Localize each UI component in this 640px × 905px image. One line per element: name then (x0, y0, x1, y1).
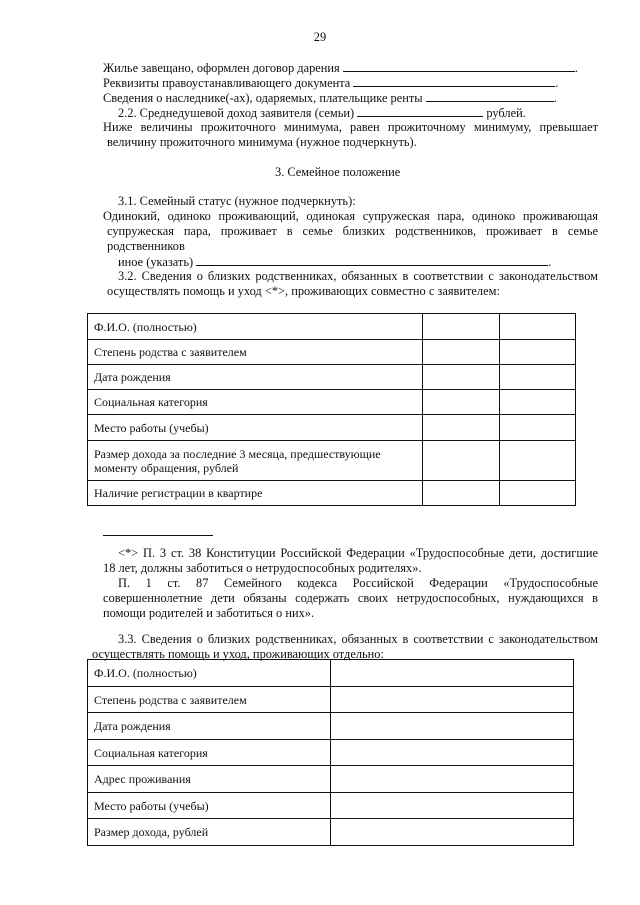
table-cell[interactable] (500, 314, 576, 340)
heirs-line: Сведения о наследнике(-ах), одаряемых, плательщике ренты . (103, 91, 557, 105)
row-label: Размер дохода за последние 3 месяца, предшествующие моменту обращения, рублей (88, 441, 423, 481)
table-cell[interactable] (423, 340, 500, 365)
income-label: 2.2. Среднедушевой доход заявителя (семьи) (118, 106, 355, 120)
table-row (88, 415, 576, 441)
will-label: Жилье завещано, оформлен договор дарения (103, 61, 340, 75)
footnote-divider (103, 535, 213, 536)
row-label: Социальная категория (88, 740, 331, 766)
row-label: Размер дохода, рублей (88, 819, 331, 846)
status-line1: Одинокий, одиноко проживающий, одинокая супружеская пара, одиноко проживающая (103, 209, 598, 223)
row-label: Адрес проживания (88, 766, 331, 793)
table-cell[interactable] (423, 441, 500, 481)
table-row (88, 660, 574, 687)
status-line3: родственников (107, 239, 185, 253)
table-cell[interactable] (330, 660, 573, 687)
table-cell[interactable] (330, 793, 573, 819)
income-level-line2: величину прожиточного минимума (нужное подчеркнуть). (107, 135, 417, 149)
will-line: Жилье завещано, оформлен договор дарения . (103, 61, 578, 75)
title-doc-line: Реквизиты правоустанавливающего документа . (103, 76, 559, 90)
other-status-line: иное (указать) . (118, 255, 552, 269)
footnote-line5: помощи родителей и заботиться о них». (103, 606, 315, 620)
row-label: Дата рождения (88, 365, 423, 390)
title-doc-label: Реквизиты правоустанавливающего документа (103, 76, 351, 90)
income-line (118, 105, 526, 121)
row-label: Наличие регистрации в квартире (88, 481, 423, 506)
row-label: Степень родства с заявителем (88, 340, 423, 365)
footnote-line3: П. 1 ст. 87 Семейного кодекса Российской Федерации «Трудоспособные (118, 576, 598, 590)
section3-title: 3. Семейное положение (275, 165, 401, 179)
status-line2: супружеская пара, проживает в семье близких родственников, проживает в семье (107, 224, 598, 238)
will-field[interactable] (343, 60, 575, 72)
table-cell[interactable] (330, 713, 573, 740)
row-label: Ф.И.О. (полностью) (88, 660, 331, 687)
table-cell[interactable] (500, 390, 576, 415)
table-cell[interactable] (330, 687, 573, 713)
table-row (88, 390, 576, 415)
table-cell[interactable] (423, 390, 500, 415)
p33-line1: 3.3. Сведения о близких родственниках, обязанных в соответствии с законодательством (118, 632, 598, 646)
p33-line2: осуществлять помощь и уход, проживающих отдельно: (92, 647, 384, 661)
other-status-field[interactable] (196, 254, 548, 266)
income-unit: рублей. (486, 106, 526, 120)
separate-relatives-table (87, 659, 574, 846)
table-cell[interactable] (330, 819, 573, 846)
table-cell[interactable] (423, 365, 500, 390)
income-field[interactable] (357, 105, 483, 117)
cohabiting-relatives-table (87, 313, 576, 506)
row-label: Степень родства с заявителем (88, 687, 331, 713)
status-heading: 3.1. Семейный статус (нужное подчеркнуть): (118, 194, 356, 208)
table-cell[interactable] (500, 441, 576, 481)
table-cell[interactable] (500, 481, 576, 506)
table-row (88, 713, 574, 740)
table-cell[interactable] (330, 766, 573, 793)
table-row (88, 314, 576, 340)
row-label: Место работы (учебы) (88, 415, 423, 441)
row-label: Дата рождения (88, 713, 331, 740)
table-row (88, 340, 576, 365)
footnote-line2: 18 лет, должны заботиться о нетрудоспособных родителях». (103, 561, 422, 575)
table-cell[interactable] (500, 365, 576, 390)
table-cell[interactable] (423, 314, 500, 340)
footnote-line4: совершеннолетние дети обязаны содержать своих нетрудоспособных, нуждающихся в (103, 591, 598, 605)
table-row (88, 740, 574, 766)
row-label: Социальная категория (88, 390, 423, 415)
table-row (88, 819, 574, 846)
table-row (88, 441, 576, 481)
table-row (88, 766, 574, 793)
income-level-line1: Ниже величины прожиточного минимума, равен прожиточному минимуму, превышает (103, 120, 598, 134)
p32-line1: 3.2. Сведения о близких родственниках, обязанных в соответствии с законодательством (118, 269, 598, 283)
table-row (88, 687, 574, 713)
table-row (88, 481, 576, 506)
page-number: 29 (313, 30, 327, 44)
heirs-field[interactable] (426, 90, 554, 102)
footnote-line1: <*> П. 3 ст. 38 Конституции Российской Федерации «Трудоспособные дети, достигшие (118, 546, 598, 560)
table-cell[interactable] (500, 340, 576, 365)
table-cell[interactable] (423, 415, 500, 441)
p32-line2: осуществлять помощь и уход <*>, проживающих совместно с заявителем: (107, 284, 500, 298)
table-row (88, 365, 576, 390)
table-cell[interactable] (500, 415, 576, 441)
table-cell[interactable] (330, 740, 573, 766)
row-label: Место работы (учебы) (88, 793, 331, 819)
heirs-label: Сведения о наследнике(-ах), одаряемых, плательщике ренты (103, 91, 423, 105)
title-doc-field[interactable] (353, 75, 555, 87)
table-cell[interactable] (423, 481, 500, 506)
row-label: Ф.И.О. (полностью) (88, 314, 423, 340)
other-status-label: иное (указать) (118, 255, 194, 269)
table-row (88, 793, 574, 819)
